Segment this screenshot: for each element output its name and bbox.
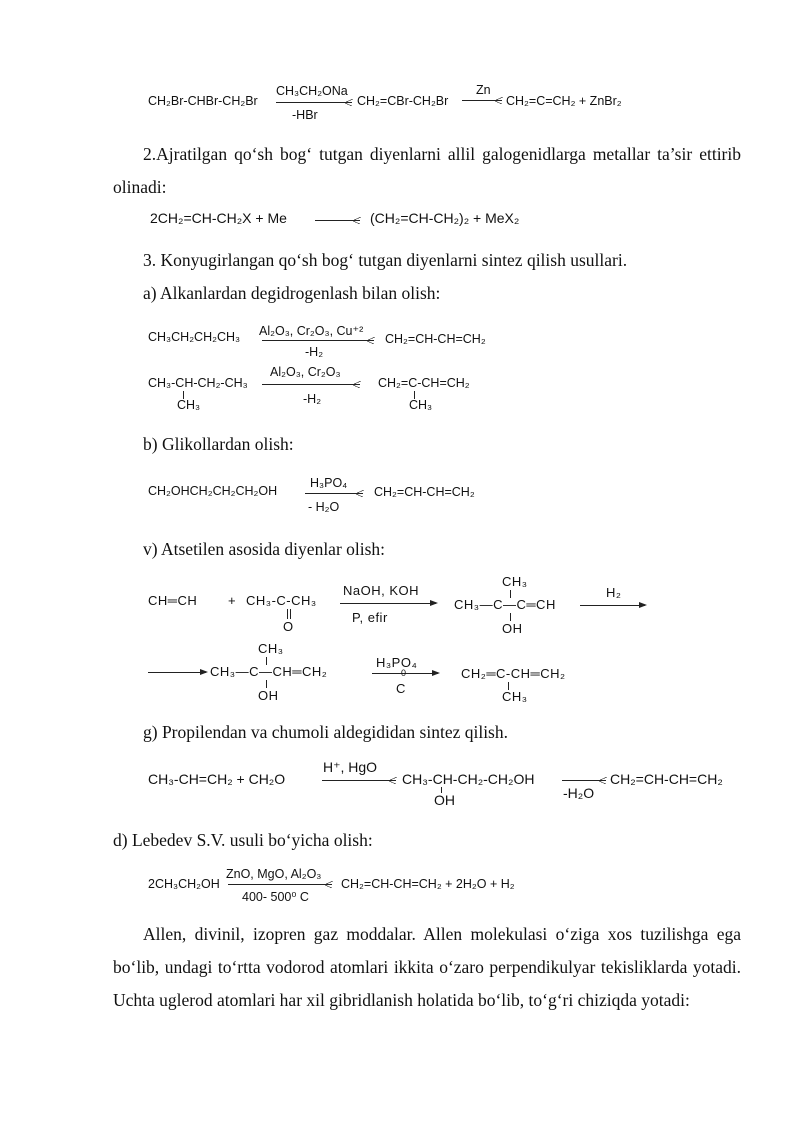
rv-acetone: CH₃-C-CH₃ <box>246 593 317 608</box>
ra1-reactant: CH₃CH₂CH₂CH₃ <box>148 330 241 344</box>
rb-reactant: CH₂OHCH₂CH₂CH₂OH <box>148 484 278 498</box>
rv-p2-top: CH₃ <box>258 641 284 656</box>
paragraph-2-text: 2.Ajratilgan qo‘sh bog‘ tutgan diyenlarni allil galogenidlarga metallar ta’sir ettirib olinadi: <box>113 144 741 197</box>
rv-p2-bond-bottom <box>266 680 267 688</box>
rg-arrow-2 <box>562 780 606 781</box>
r2-left: 2CH₂=CH-CH₂X + Me <box>150 210 287 226</box>
rv-cond2: H₂ <box>606 585 622 600</box>
rd-cond-top: ZnO, MgO, Al₂O₃ <box>226 867 322 881</box>
r1-reagent-bottom: -HBr <box>292 108 318 122</box>
rg-intermediate: CH₃-CH-CH₂-CH₂OH <box>402 771 535 787</box>
ra2-reactant: CH₃-CH-CH₂-CH₃ <box>148 376 248 390</box>
rv-product-main: CH₂═C-CH═CH₂ <box>461 666 566 681</box>
rv-cond-top: NaOH, KOH <box>343 583 420 598</box>
r1-arrow-1 <box>276 102 352 103</box>
rg-intermediate-sub: OH <box>434 792 455 808</box>
paragraph-d: d) Lebedev S.V. usuli bo‘yicha olish: <box>113 830 373 850</box>
rv-p1-bottom: OH <box>502 621 523 636</box>
r1-reactant: CH₂Br-CHBr-CH₂Br <box>148 94 258 108</box>
ra2-reactant-sub: CH₃ <box>177 398 201 412</box>
ra1-arrow <box>262 340 374 341</box>
paragraph-3: 3. Konyugirlangan qo‘sh bog‘ tutgan diyenlarni sintez qilish usullari. <box>143 250 628 270</box>
r1-arrow-2 <box>462 100 502 101</box>
r2-arrow <box>315 220 360 221</box>
paragraph-allen <box>113 918 741 1017</box>
rg-arrow-1 <box>322 780 396 781</box>
ra2-cond-top: Al₂O₃, Cr₂O₃ <box>270 365 341 379</box>
ra2-product-sub: CH₃ <box>409 398 433 412</box>
rv-p1-main: CH₃—C—C═CH <box>454 597 556 612</box>
ra2-cond-bottom: -H₂ <box>303 392 322 406</box>
rv-acetone-bond-2 <box>290 609 291 619</box>
rd-arrow <box>228 884 332 885</box>
rv-p1-bond-bottom <box>510 613 511 621</box>
paragraph-v: v) Atsetilen asosida diyenlar olish: <box>143 539 386 559</box>
rb-product: CH₂=CH-CH=CH₂ <box>374 485 475 499</box>
rv-acetone-bond <box>287 609 288 619</box>
rb-cond-top: H₃PO₄ <box>310 476 348 490</box>
rv-p2-main: CH₃—C—CH═CH₂ <box>210 664 328 679</box>
rv-acetylene: CH═CH <box>148 593 198 608</box>
rd-cond-bottom: 400- 500⁰ C <box>242 890 309 904</box>
paragraph-b: b) Glikollardan olish: <box>143 434 294 454</box>
r1-reagent-top: CH₃CH₂ONa <box>276 84 348 98</box>
rv-cond3-mid: 0 <box>401 668 407 678</box>
ra2-arrow <box>262 384 360 385</box>
rv-arrow-2 <box>580 605 645 606</box>
ra1-cond-top: Al₂O₃, Cr₂O₃, Cu⁺² <box>259 324 364 338</box>
rg-cond2: -H₂O <box>563 785 595 801</box>
rb-cond-bottom: - H₂O <box>308 500 340 514</box>
ra1-product: CH₂=CH-CH=CH₂ <box>385 332 486 346</box>
paragraph-2 <box>113 138 741 204</box>
rv-p2-bottom: OH <box>258 688 279 703</box>
rd-reactant: 2CH₃CH₂OH <box>148 877 220 891</box>
rb-arrow <box>305 493 363 494</box>
rv-arrow-3 <box>148 672 206 673</box>
rv-plus: + <box>228 593 237 608</box>
paragraph-a: a) Alkanlardan degidrogenlash bilan olish: <box>143 283 441 303</box>
rv-product-sub: CH₃ <box>502 689 528 704</box>
ra2-product: CH₂=C-CH=CH₂ <box>378 376 470 390</box>
rv-p1-top: CH₃ <box>502 574 528 589</box>
rv-acetone-o: O <box>283 619 294 634</box>
rv-arrow-1 <box>340 603 436 604</box>
r1-intermediate: CH₂=CBr-CH₂Br <box>357 94 449 108</box>
rv-cond-bottom: P, efir <box>352 610 388 625</box>
paragraph-allen-text: Allen, divinil, izopren gaz moddalar. Allen molekulasi o‘ziga xos tuzilishga ega bo‘lib, undagi to‘rtta vodorod atomlari ikkita o‘zaro perpendikulyar tekisliklarda yotadi. Uchta uglerod atomlari har xil gibridlanish holatida bo‘lib, to‘g‘ri chiziqda yotadi: <box>113 924 741 1010</box>
rg-product: CH₂=CH-CH=CH₂ <box>610 771 723 787</box>
rd-product: CH₂=CH-CH=CH₂ + 2H₂O + H₂ <box>341 877 515 891</box>
rg-cond: H⁺, HgO <box>323 759 378 775</box>
paragraph-g: g) Propilendan va chumoli aldegididan sintez qilish. <box>143 722 508 742</box>
rg-reactants: CH₃-CH=CH₂ + CH₂O <box>148 771 286 787</box>
r2-right: (CH₂=CH-CH₂)₂ + MeX₂ <box>370 210 520 226</box>
r1-product: CH₂=C=CH₂ + ZnBr₂ <box>506 94 622 108</box>
r1-reagent-zinc: Zn <box>476 83 491 97</box>
rv-cond3-bottom: C <box>396 681 406 696</box>
ra1-cond-bottom: -H₂ <box>305 345 324 359</box>
rv-cond3-top: H₃PO₄ <box>376 655 418 670</box>
